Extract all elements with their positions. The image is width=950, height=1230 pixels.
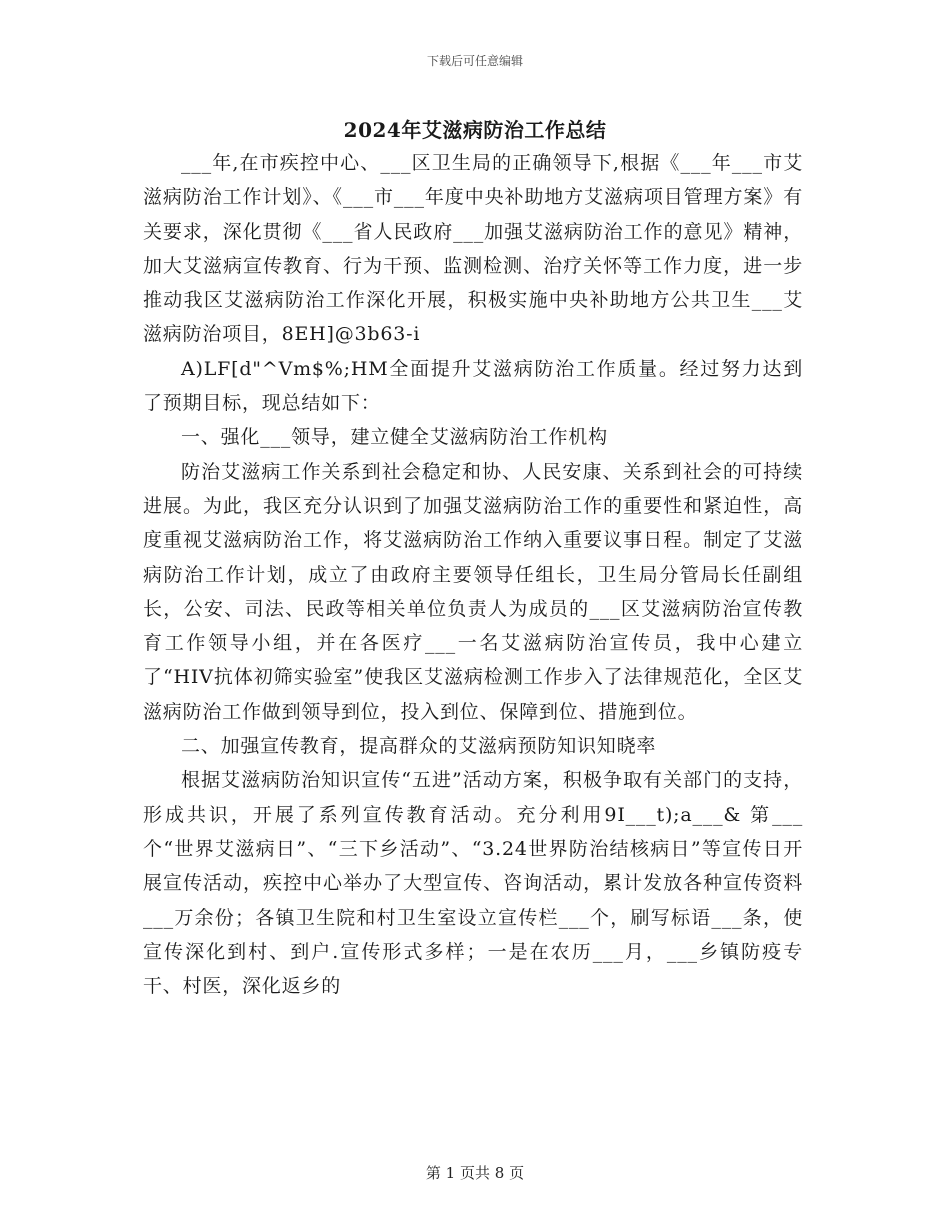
page-number: 第 1 页共 8 页 [425,1164,525,1182]
section-heading-1: 一、强化___领导，建立健全艾滋病防治工作机构 [181,426,608,449]
document-body [143,146,803,1003]
paragraph-section-1: 防治艾滋病工作关系到社会稳定和协、人民安康、关系到社会的可持续进展。为此，我区充分认识到了加强艾滋病防治工作的重要性和紧迫性，高度重视艾滋病防治工作，将艾滋病防治工作纳入重要议事日程。制定了艾滋病防治工作计划，成立了由政府主要领导任组长，卫生局分管局长任副组长，公安、司法、民政等相关单位负责人为成员的___区艾滋病防治宣传教育工作领导小组，并在各医疗___一名艾滋病防治宣传员，我中心建立了“HIV抗体初筛实验室”使我区艾滋病检测工作步入了法律规范化，全区艾滋病防治工作做到领导到位，投入到位、保障到位、措施到位。 [143,460,803,723]
paragraph-intro: ___年,在市疾控中心、___区卫生局的正确领导下,根据《___年___市艾滋病防治工作计划》、《___市___年度中央补助地方艾滋病项目管理方案》有关要求，深化贯彻《___省人民政府___加强艾滋病防治工作的意见》精神，加大艾滋病宣传教育、行为干预、监测检测、治疗关怀等工作力度，进一步推动我区艾滋病防治工作深化开展，积极实施中央补助地方公共卫生___艾滋病防治项目，8EH]@3b63-i [143,152,803,346]
section-heading-2: 二、加强宣传教育，提高群众的艾滋病预防知识知晓率 [181,735,657,758]
document-title: 2024年艾滋病防治工作总结 [343,118,607,142]
paragraph-section-2: 根据艾滋病防治知识宣传“五进”活动方案，积极争取有关部门的支持，形成共识，开展了系列宣传教育活动。充分利用9I___t);a___& 第___个“世界艾滋病日”、“三下乡活动”、“3.24世界防治结核病日”等宣传日开展宣传活动，疾控中心举办了大型宣传、咨询活动，累计发放各种宣传资料___万余份；各镇卫生院和村卫生室设立宣传栏___个，刷写标语___条，使宣传深化到村、到户.宣传形式多样；一是在农历___月，___乡镇防疫专干、村医，深化返乡的 [143,769,803,998]
header-note: 下载后可任意编辑 [426,54,523,68]
paragraph-intro-cont: A)LF[d"^Vm$%;HM全面提升艾滋病防治工作质量。经过努力达到了预期目标，现总结如下： [143,357,803,415]
